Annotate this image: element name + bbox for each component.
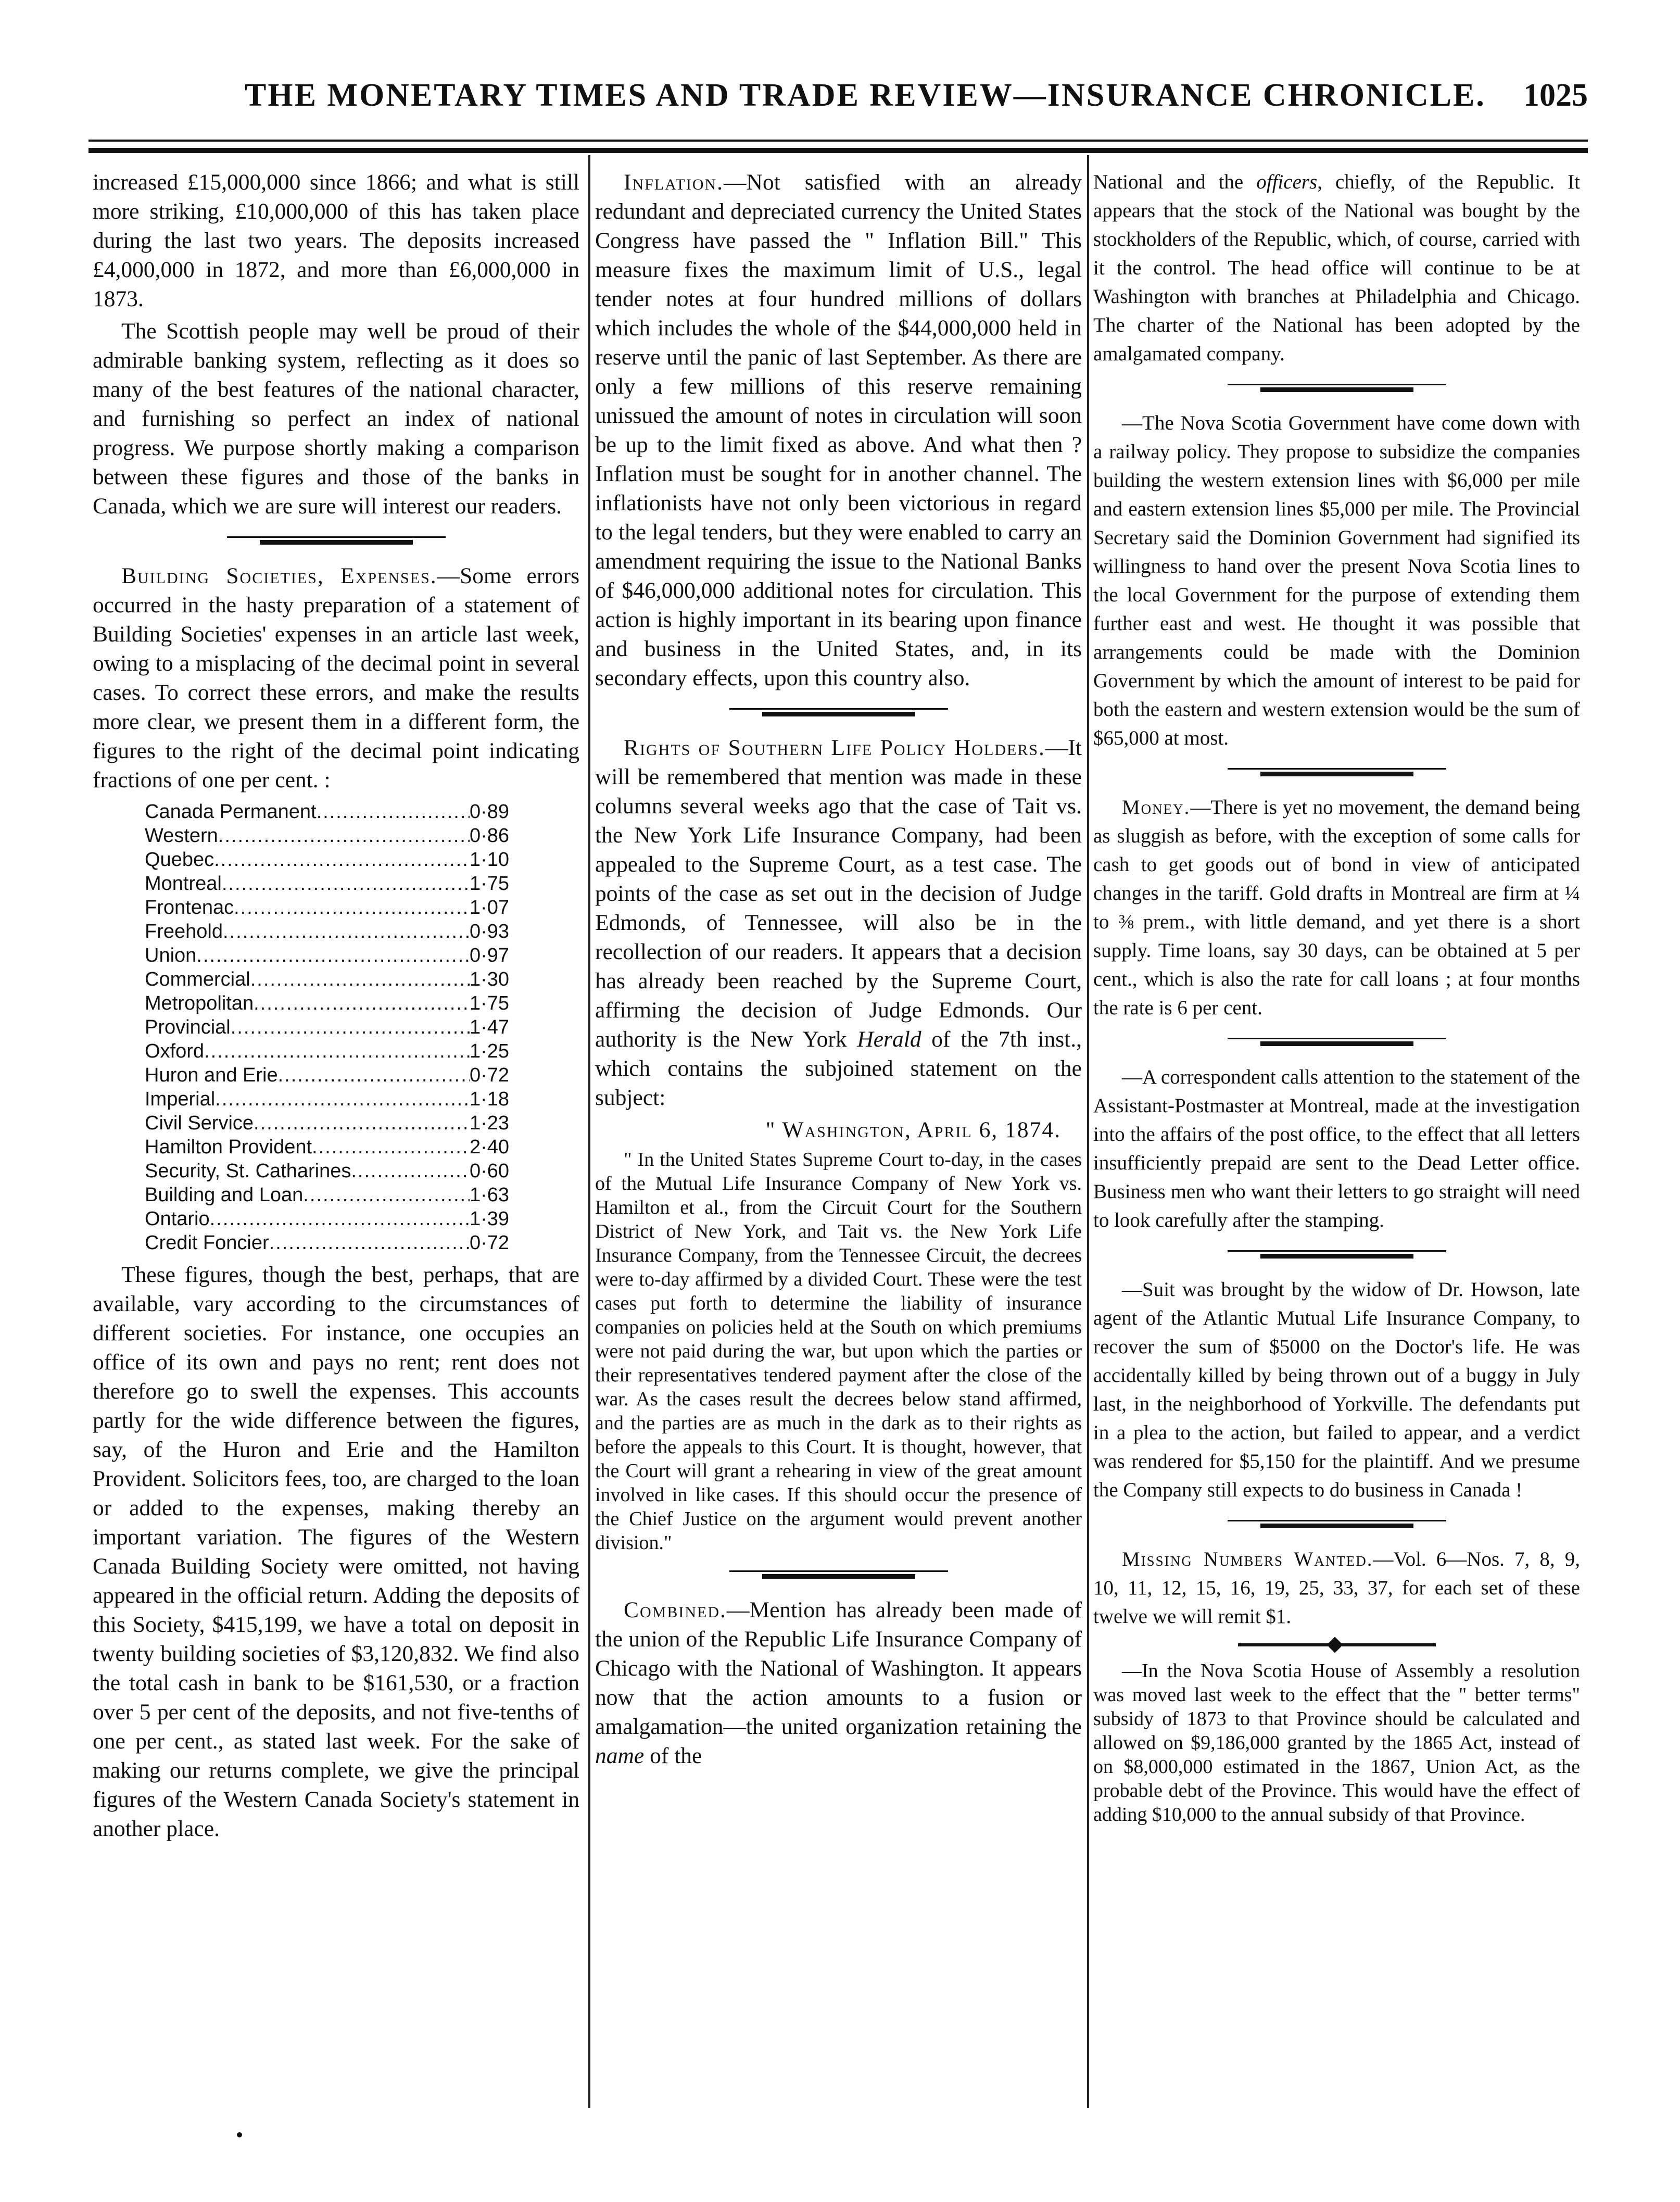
column-2 (595, 168, 1082, 1773)
section-ornament (1228, 1038, 1446, 1046)
nova-scotia-railway-paragraph: —The Nova Scotia Government have come down with a railway policy. They propose to subsidize the companies building the western extension lines with $6,000 per mile and eastern extension lines $5,000 per mile. The Provincial Secretary said the Dominion Government had signified its willingness to hand over the present Nova Scotia lines to the local Government for the purpose of extending them further east and west. He thought it was possible that arrangements could be made with the Dominion Government by which the amount of interest to be paid for both the eastern and western extension would be the sum of $65,000 at most. (1093, 412, 1580, 749)
society-row (145, 1015, 509, 1039)
society-expense-value: 0·93 (469, 921, 509, 942)
building-societies-article (93, 561, 579, 795)
society-row (145, 1183, 509, 1207)
section-ornament (1228, 384, 1446, 392)
section-ornament (1228, 1520, 1446, 1528)
publication-title: THE MONETARY TIMES AND TRADE REVIEW—INSURANCE CHRONICLE. (245, 78, 1486, 113)
society-expense-value: 0·72 (469, 1232, 509, 1254)
society-name: Ontario (145, 1208, 210, 1230)
column-divider-2 (1087, 155, 1089, 2108)
society-row (145, 800, 509, 824)
leader-dots (312, 1135, 470, 1159)
missing-numbers-text: —Vol. 6—Nos. 7, 8, 9, 10, 11, 12, 15, 16, 19, 25, 33, 37, for each set of these twelve we will remit $1. (1093, 1548, 1580, 1628)
society-name: Frontenac (145, 897, 234, 918)
society-name: Imperial (145, 1088, 216, 1110)
national-continuation-paragraph (1093, 168, 1580, 368)
society-expense-value: 1·23 (469, 1112, 509, 1134)
society-name: Canada Permanent (145, 801, 317, 823)
society-name: Hamilton Provident (145, 1136, 312, 1158)
figures-commentary-paragraph: These figures, though the best, perhaps, that are available, vary according to the circumstances of different societies. For instance, one occupies an office of its own and pays no rent; rent does not therefore go to swell the expenses. This accounts partly for the wide difference between the figures, say, of the Huron and Erie and the Hamilton Provident. Solicitors fees, too, are charged to the loan or added to the expenses, making thereby an important variation. The figures of the Western Canada Building Society were omitted, not having appeared in the official return. Adding the deposits of this Society, $415,199, we have a total on deposit in twenty building societies of $3,120,832. We find also the total cash in bank to be $161,530, or a fraction over 5 per cent of the deposits, and not five-tenths of one per cent., as stated last week. For the sake of making our returns complete, we give the principal figures of the Western Canada Society's statement in another place. (93, 1262, 579, 1841)
inflation-heading: Inflation. (624, 170, 724, 195)
national-text-a: National and the (1093, 171, 1257, 193)
society-row (145, 848, 509, 872)
society-name: Oxford (145, 1040, 205, 1062)
national-text-b: , chiefly, of the Republic. It appears that the stock of the National was bought by the stockholders of the Republic, which, of course, carried with it the control. The head office will continue to be at Washington with branches at Philadelphia and Chicago. The charter of the National has been adopted by the amalgamated company. (1093, 171, 1580, 365)
inflation-article (595, 168, 1082, 693)
society-expense-value: 1·10 (469, 849, 509, 871)
leader-dots (278, 1063, 470, 1087)
nova-scotia-assembly-paragraph: —In the Nova Scotia House of Assembly a resolution was moved last week to the effect that the " better terms" subsidy of 1873 to that Province should be calculated and allowed on $9,186,000 granted by the 1865 Act, instead of on $8,000,000 estimated in the 1867, Union Act, as the probable debt of the Province. This would have the effect of adding $10,000 to the annual subsidy of that Province. (1093, 1660, 1580, 1826)
southern-policy-text-a: —It will be remembered that mention was made in these columns several weeks ago that the case of Tait vs. the New York Life Insurance Company, had been appealed to the Supreme Court, as a test case. The points of the case as set out in the decision of Judge Edmonds, of Tennessee, will also be in the recollection of our readers. It appears that a decision has already been reached by the Supreme Court, affirming the decision of Judge Edmonds. Our authority is the New York (595, 735, 1082, 1052)
society-row (145, 943, 509, 967)
society-row (145, 872, 509, 896)
diamond-ornament (1238, 1643, 1436, 1646)
society-expense-value: 0·97 (469, 945, 509, 966)
society-expense-value: 1·30 (469, 968, 509, 990)
supreme-court-quote: " In the United States Supreme Court to-day, in the cases of the Mutual Life Insurance Company of New York vs. Hamilton et al., from the Circuit Court for the Southern District of New York, and Tait vs. the New York Life Insurance Company, from the Tennessee Circuit, the decrees were to-day affirmed by a divided Court. These were the test cases put forth to determine the liability of insurance companies on policies held at the South on which premiums were not paid during the war, but upon which the parties or their representatives tendered payment after the close of the war. As the cases result the decrees below stand affirmed, and the parties are as much in the dark as to their rights as before the appeals to this Court. It is thought, however, that the Court will grant a rehearing in view of the great amount involved in like cases. If this should occur the presence of the Chief Justice on the argument would prevent another division." (595, 1149, 1082, 1554)
scottish-deposits-paragraph: increased £15,000,000 since 1866; and what is still more striking, £10,000,000 of this has taken place during the last two years. The deposits increased £4,000,000 in 1872, and more than £6,000,000 in 1873. (93, 170, 579, 311)
society-name: Western (145, 825, 218, 847)
column-3 (1093, 168, 1580, 1830)
society-name: Quebec (145, 849, 214, 871)
combined-name-word: name (595, 1743, 645, 1768)
society-name: Montreal (145, 873, 222, 895)
society-name: Civil Service (145, 1112, 254, 1134)
society-row (145, 967, 509, 991)
scottish-banking-paragraph: The Scottish people may well be proud of their admirable banking system, reflecting as it does so many of the best features of the national character, and furnishing so perfect an index of national progress. We purpose shortly making a comparison between these figures and those of the banks in Canada, which we are sure will interest our readers. (93, 319, 579, 519)
society-row (145, 991, 509, 1015)
leader-dots (351, 1159, 470, 1183)
leader-dots (223, 920, 470, 943)
leader-dots (254, 991, 470, 1015)
society-name: Metropolitan (145, 992, 254, 1014)
herald-title: Herald (857, 1027, 921, 1052)
leader-dots (218, 824, 470, 848)
postmaster-paragraph: —A correspondent calls attention to the statement of the Assistant-Postmaster at Montreal, made at the investigation into the affairs of the post office, to the effect that all letters insufficiently prepaid are sent to the Dead Letter office. Business men who want their letters to go straight will need to look carefully after the stamping. (1093, 1066, 1580, 1231)
leader-dots (196, 943, 470, 967)
society-expense-value: 1·63 (469, 1184, 509, 1206)
society-row (145, 824, 509, 848)
society-row (145, 1111, 509, 1135)
leader-dots (215, 1087, 470, 1111)
section-ornament (1228, 768, 1446, 776)
section-ornament (1228, 1250, 1446, 1259)
building-societies-heading: Building Societies, Expenses. (121, 563, 437, 588)
leader-dots (303, 1183, 470, 1207)
column-divider-1 (588, 155, 590, 2108)
money-text: —There is yet no movement, the demand being as sluggish as before, with the exception of some calls for cash to get goods out of bond in view of anticipated changes in the tariff. Gold drafts in Montreal are firm at ¼ to ⅜ prem., with little demand, and yet there is a short supply. Time loans, say 30 days, can be obtained at 5 per cent., which is also the rate for call loans ; at four months the rate is 6 per cent. (1093, 796, 1580, 1019)
society-row (145, 920, 509, 943)
society-name: Provincial (145, 1016, 231, 1038)
society-name: Union (145, 945, 197, 966)
leader-dots (231, 1015, 470, 1039)
inflation-text: —Not satisfied with an already redundant and depreciated currency the United States Congress have passed the " Inflation Bill." This measure fixes the maximum limit of U.S., legal tender notes at four hundred millions of dollars which includes the whole of the $44,000,000 held in reserve until the panic of last September. As there are only a few millions of this reserve remaining unissued the amount of notes in circulation will soon be up to the limit fixed as above. And what then ? Inflation must be sought for in another channel. The inflationists have not only been victorious in regard to the legal tenders, but they were enabled to carry an amendment requiring the issue to the National Banks of $46,000,000 additional notes for circulation. This action is highly important in its bearing upon finance and business in the United States, and, in its secondary effects, upon this country also. (595, 170, 1082, 690)
society-row (145, 1135, 509, 1159)
column-1 (93, 168, 579, 1846)
section-ornament (729, 708, 948, 716)
society-expense-value: 1·75 (469, 873, 509, 895)
leader-dots (222, 872, 470, 896)
section-ornament (227, 536, 446, 545)
society-expense-value: 1·18 (469, 1088, 509, 1110)
building-societies-text: —Some errors occurred in the hasty preparation of a statement of Building Societies' expenses in an article last week, owing to a misplacing of the decimal point in several cases. To correct these errors, and make the results more clear, we present them in a different form, the figures to the right of the decimal point indicating fractions of one per cent. : (93, 563, 579, 792)
expenses-table (145, 800, 509, 1255)
society-row (145, 1231, 509, 1255)
society-name: Credit Foncier (145, 1232, 269, 1254)
society-row (145, 1063, 509, 1087)
society-row (145, 1087, 509, 1111)
society-name: Freehold (145, 921, 223, 942)
leader-dots (214, 848, 470, 872)
leader-dots (317, 800, 470, 824)
combined-text-b: of the (644, 1743, 702, 1768)
header-rule-thin (89, 140, 1588, 142)
combined-text-a: —Mention has already been made of the union of the Republic Life Insurance Company of Chicago with the National of Washington. It appears now that the action amounts to a fusion or amalgamation—the united organization retaining the (595, 1597, 1082, 1739)
leader-dots (250, 967, 470, 991)
leader-dots (210, 1207, 470, 1231)
header-rule-thick (89, 148, 1588, 153)
leader-dots (254, 1111, 470, 1135)
society-name: Building and Loan (145, 1184, 304, 1206)
society-expense-value: 1·07 (469, 897, 509, 918)
page-number: 1025 (1523, 78, 1588, 113)
howson-suit-paragraph: —Suit was brought by the widow of Dr. Howson, late agent of the Atlantic Mutual Life Insurance Company, to recover the sum of $5000 on the Doctor's life. He was accidentally killed by being thrown out of a buggy in July last, in the neighborhood of Yorkville. The defendants put in a plea to the action, but failed to appear, and a verdict was rendered for $5,150 for the plaintiff. And we presume the Company still expects to do business in Canada ! (1093, 1278, 1580, 1501)
page-header (89, 77, 1588, 124)
society-name: Huron and Erie (145, 1064, 278, 1086)
society-row (145, 1039, 509, 1063)
society-expense-value: 1·39 (469, 1208, 509, 1230)
society-expense-value: 0·86 (469, 825, 509, 847)
society-name: Commercial (145, 968, 250, 990)
leader-dots (234, 896, 470, 920)
section-ornament (729, 1570, 948, 1579)
money-heading: Money. (1122, 796, 1191, 819)
southern-policy-article (595, 733, 1082, 1112)
society-expense-value: 1·25 (469, 1040, 509, 1062)
society-expense-value: 1·75 (469, 992, 509, 1014)
society-expense-value: 0·72 (469, 1064, 509, 1086)
money-article (1093, 793, 1580, 1022)
combined-heading: Combined. (624, 1597, 727, 1622)
leader-dots (204, 1039, 470, 1063)
southern-policy-heading: Rights of Southern Life Policy Holders. (624, 735, 1045, 760)
society-row (145, 1159, 509, 1183)
combined-article (595, 1595, 1082, 1770)
society-row (145, 1207, 509, 1231)
leader-dots (269, 1231, 470, 1255)
missing-numbers-heading: Missing Numbers Wanted. (1122, 1548, 1373, 1570)
society-expense-value: 1·47 (469, 1016, 509, 1038)
society-name: Security, St. Catharines (145, 1160, 351, 1182)
society-expense-value: 0·89 (469, 801, 509, 823)
society-row (145, 896, 509, 920)
washington-dateline: " Washington, April 6, 1874. (765, 1117, 1061, 1142)
officers-word: officers (1256, 171, 1318, 193)
print-speck (237, 2132, 242, 2137)
society-expense-value: 0·60 (469, 1160, 509, 1182)
missing-numbers-article (1093, 1545, 1580, 1631)
southern-policy-text-b: of the 7th inst., which contains the subjoined statement on the subject: (595, 1027, 1082, 1110)
society-expense-value: 2·40 (469, 1136, 509, 1158)
